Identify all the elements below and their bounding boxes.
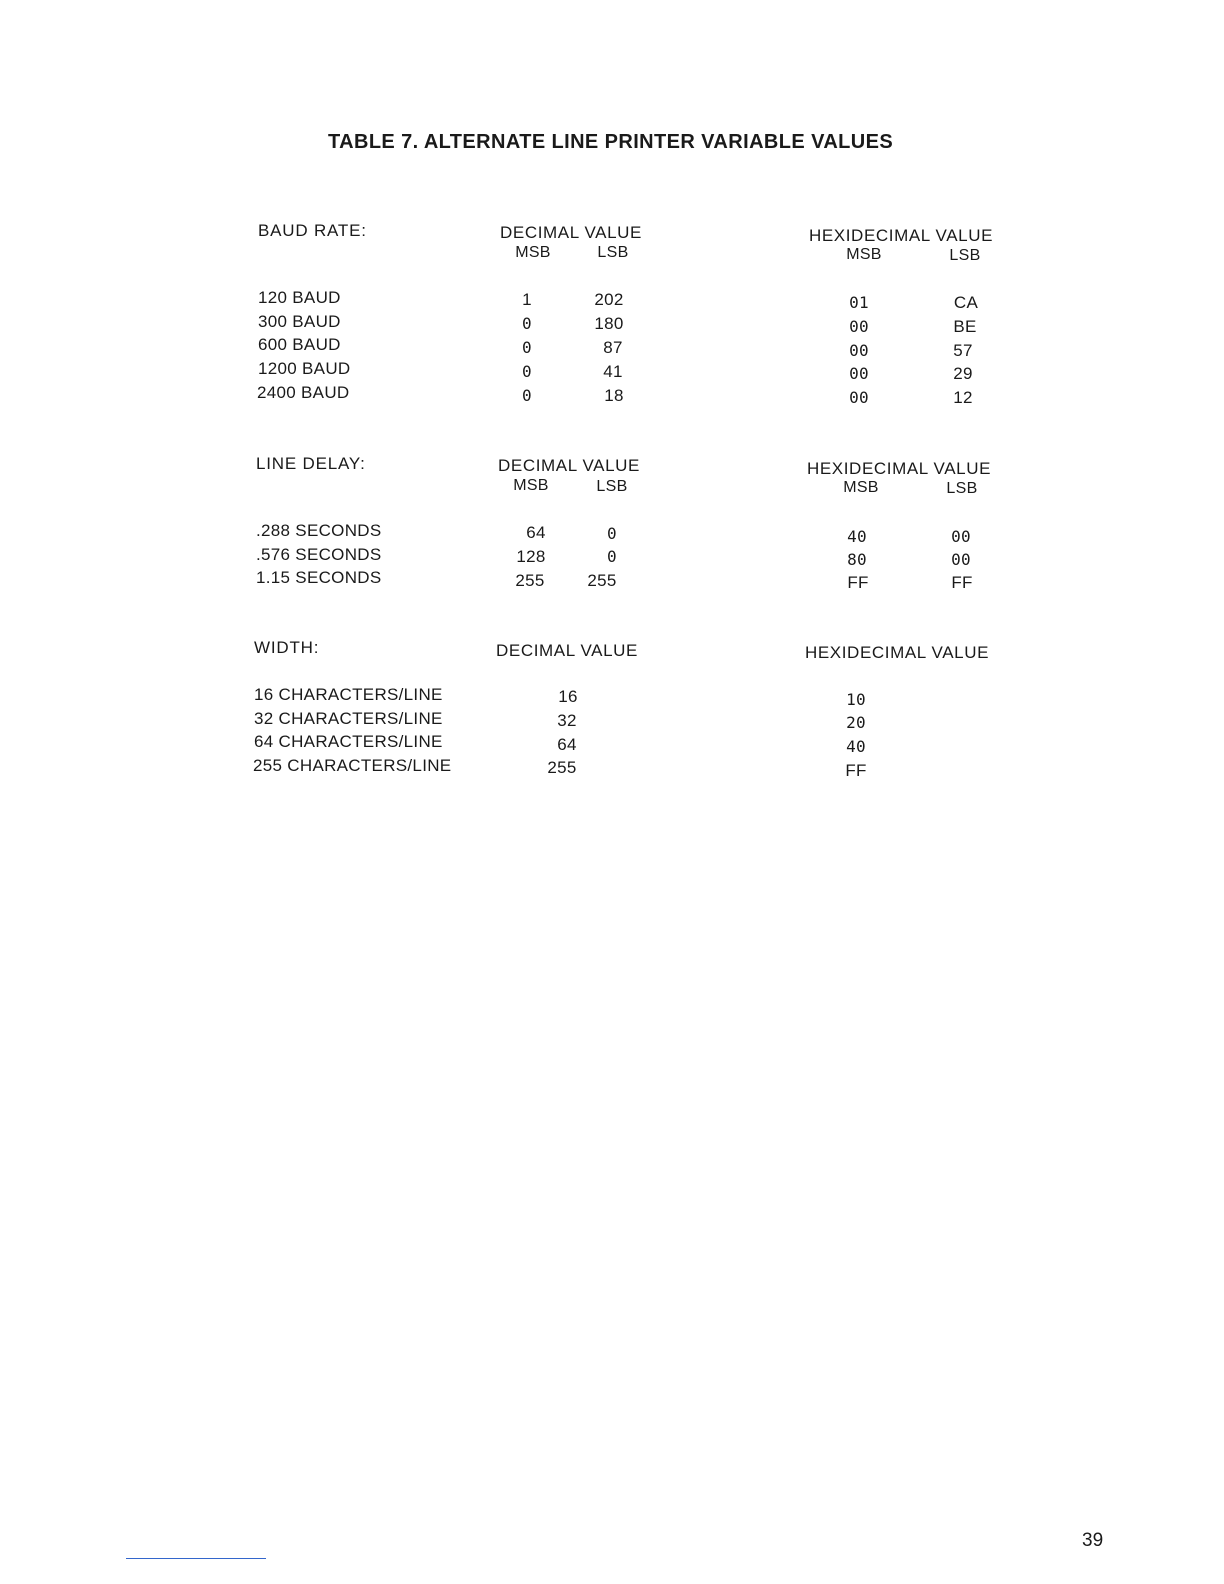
dec-lsb-cell: 180 bbox=[594, 314, 624, 333]
hex-msb-cell: 40 bbox=[847, 527, 867, 546]
hex-lsb-cell: BE bbox=[953, 317, 977, 336]
row-label: 32 CHARACTERS/LINE bbox=[254, 709, 443, 728]
hex-lsb-cell: CA bbox=[953, 293, 979, 312]
footer-rule bbox=[126, 1558, 266, 1559]
dec-lsb-cell: 18 bbox=[604, 386, 624, 405]
dec-msb-cell: 0 bbox=[522, 362, 532, 381]
page-number: 39 bbox=[1082, 1530, 1104, 1551]
hex-msb-cell: 80 bbox=[847, 550, 867, 569]
baud-hex-header: HEXIDECIMAL VALUE bbox=[808, 226, 994, 245]
dec-lsb-cell: 0 bbox=[607, 547, 617, 566]
dec-cell: 16 bbox=[558, 687, 578, 706]
row-label: 2400 BAUD bbox=[257, 383, 350, 402]
row-label: .288 SECONDS bbox=[256, 521, 382, 540]
baud-rate-label: BAUD RATE: bbox=[258, 221, 367, 240]
row-label: 1200 BAUD bbox=[258, 359, 351, 378]
dec-msb-cell: 1 bbox=[522, 290, 532, 309]
dec-msb-cell: 0 bbox=[522, 386, 532, 405]
dec-msb-cell: 64 bbox=[526, 523, 546, 542]
width-decimal-header: DECIMAL VALUE bbox=[496, 641, 638, 660]
page-title: TABLE 7. ALTERNATE LINE PRINTER VARIABLE VALUES bbox=[328, 131, 894, 153]
baud-decimal-header: DECIMAL VALUE bbox=[500, 223, 642, 242]
dec-msb-cell: 0 bbox=[522, 314, 532, 333]
dec-lsb-cell: 255 bbox=[587, 571, 617, 590]
width-hex-header: HEXIDECIMAL VALUE bbox=[804, 643, 990, 662]
baud-hex-msb-header: MSB bbox=[846, 246, 882, 263]
row-label: 64 CHARACTERS/LINE bbox=[254, 732, 443, 751]
row-label: 255 CHARACTERS/LINE bbox=[253, 756, 452, 775]
hex-msb-cell: 01 bbox=[849, 293, 869, 312]
baud-dec-msb-header: MSB bbox=[515, 244, 551, 261]
hex-lsb-cell: 57 bbox=[953, 341, 973, 360]
hex-msb-cell: 00 bbox=[849, 388, 869, 407]
row-label: 300 BAUD bbox=[258, 312, 341, 331]
baud-dec-lsb-header: LSB bbox=[597, 244, 629, 261]
hex-lsb-cell: 12 bbox=[953, 388, 973, 407]
delay-hex-lsb-header: LSB bbox=[946, 480, 978, 497]
dec-cell: 32 bbox=[557, 711, 577, 730]
width-label: WIDTH: bbox=[254, 638, 320, 657]
dec-msb-cell: 128 bbox=[516, 547, 546, 566]
dec-cell: 255 bbox=[547, 758, 577, 777]
baud-hex-lsb-header: LSB bbox=[949, 247, 981, 264]
hex-cell: 40 bbox=[846, 737, 866, 756]
hex-cell: 20 bbox=[846, 713, 866, 732]
hex-msb-cell: FF bbox=[847, 573, 869, 592]
hex-cell: FF bbox=[845, 761, 867, 780]
hex-msb-cell: 00 bbox=[849, 317, 869, 336]
hex-cell: 10 bbox=[846, 690, 866, 709]
hex-msb-cell: 00 bbox=[849, 341, 869, 360]
dec-msb-cell: 255 bbox=[515, 571, 545, 590]
dec-lsb-cell: 87 bbox=[603, 338, 623, 357]
delay-hex-header: HEXIDECIMAL VALUE bbox=[806, 459, 992, 478]
row-label: 600 BAUD bbox=[258, 335, 341, 354]
dec-msb-cell: 0 bbox=[522, 338, 532, 357]
dec-cell: 64 bbox=[557, 735, 577, 754]
row-label: .576 SECONDS bbox=[256, 545, 382, 564]
delay-decimal-header: DECIMAL VALUE bbox=[498, 456, 640, 475]
delay-dec-msb-header: MSB bbox=[513, 477, 549, 494]
hex-lsb-cell: 00 bbox=[951, 527, 971, 546]
dec-lsb-cell: 41 bbox=[603, 362, 623, 381]
row-label: 1.15 SECONDS bbox=[256, 568, 382, 587]
hex-msb-cell: 00 bbox=[849, 364, 869, 383]
delay-hex-msb-header: MSB bbox=[843, 479, 879, 496]
dec-lsb-cell: 0 bbox=[607, 524, 617, 543]
row-label: 16 CHARACTERS/LINE bbox=[254, 685, 443, 704]
delay-dec-lsb-header: LSB bbox=[596, 478, 628, 495]
hex-lsb-cell: 29 bbox=[953, 364, 973, 383]
line-delay-label: LINE DELAY: bbox=[256, 454, 366, 473]
hex-lsb-cell: FF bbox=[951, 573, 973, 592]
dec-lsb-cell: 202 bbox=[594, 290, 624, 309]
hex-lsb-cell: 00 bbox=[951, 550, 971, 569]
row-label: 120 BAUD bbox=[258, 288, 341, 307]
